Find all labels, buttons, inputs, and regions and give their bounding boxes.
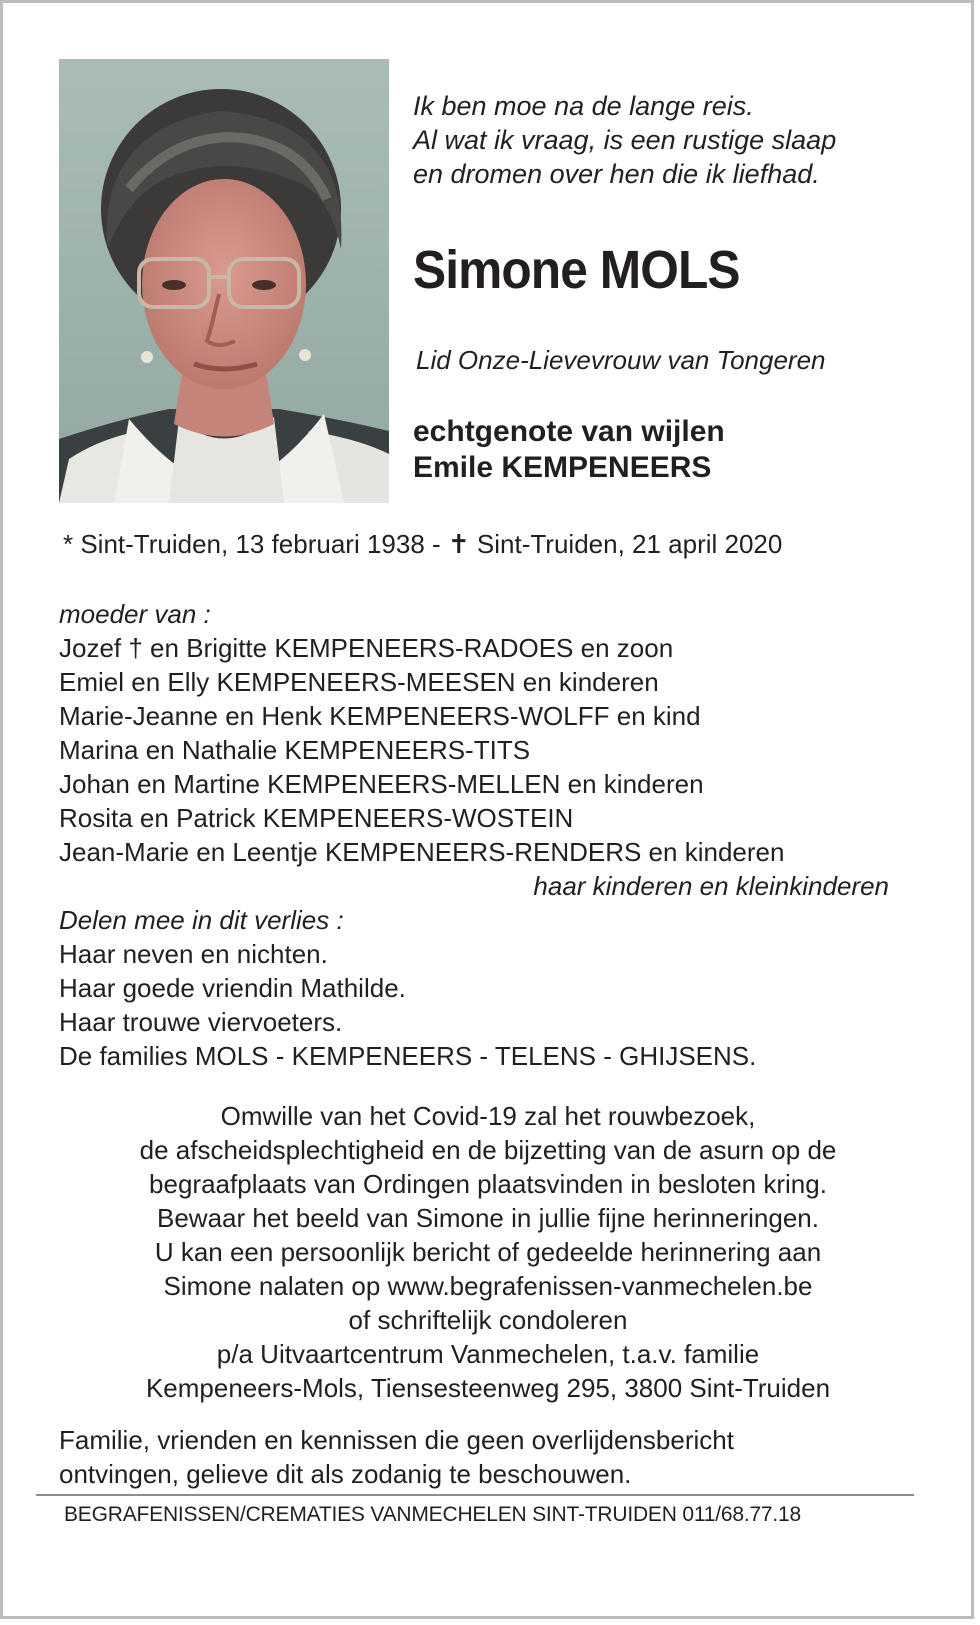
deceased-name: Simone MOLS	[413, 240, 740, 300]
birth-death-dates: * Sint-Truiden, 13 februari 1938 - ✝ Sint-Truiden, 21 april 2020	[63, 529, 783, 559]
poem-line: Ik ben moe na de lange reis.	[413, 91, 754, 121]
closing-line: ontvingen, gelieve dit als zodanig te beschouwen.	[59, 1459, 632, 1489]
portrait-illustration	[59, 59, 389, 503]
child-line: Rosita en Patrick KEMPENEERS-WOSTEIN	[59, 803, 574, 833]
spouse-line: Emile KEMPENEERS	[413, 451, 712, 484]
children-caption: haar kinderen en kleinkinderen	[533, 871, 889, 901]
share-line: Haar trouwe viervoeters.	[59, 1007, 343, 1037]
membership-line: Lid Onze-Lievevrouw van Tongeren	[416, 345, 826, 375]
child-line: Jean-Marie en Leentje KEMPENEERS-RENDERS en kinderen	[59, 837, 785, 867]
spouse-line: echtgenote van wijlen	[413, 415, 725, 448]
closing-line: Familie, vrienden en kennissen die geen overlijdensbericht	[59, 1425, 734, 1455]
notice-line: de afscheidsplechtigheid en de bijzetting van de asurn op de	[139, 1135, 837, 1165]
child-line: Johan en Martine KEMPENEERS-MELLEN en kinderen	[59, 769, 704, 799]
notice-line: of schriftelijk condoleren	[348, 1305, 628, 1335]
share-line: Haar goede vriendin Mathilde.	[59, 973, 406, 1003]
notice-line: Bewaar het beeld van Simone in jullie fijne herinneringen.	[157, 1203, 819, 1233]
notice-line: Kempeneers-Mols, Tiensesteenweg 295, 3800 Sint-Truiden	[145, 1373, 831, 1403]
share-line: De families MOLS - KEMPENEERS - TELENS - GHIJSENS.	[59, 1041, 757, 1071]
children-heading: moeder van :	[59, 599, 211, 629]
child-line: Marie-Jeanne en Henk KEMPENEERS-WOLFF en kind	[59, 701, 701, 731]
poem-line: en dromen over hen die ik liefhad.	[413, 159, 820, 189]
footer-divider	[36, 1494, 914, 1496]
child-line: Emiel en Elly KEMPENEERS-MEESEN en kinderen	[59, 667, 659, 697]
spouse-block	[413, 414, 725, 486]
child-line: Jozef † en Brigitte KEMPENEERS-RADOES en zoon	[59, 633, 674, 663]
closing-note	[59, 1423, 889, 1491]
portrait-photo	[59, 59, 389, 503]
poem	[413, 89, 933, 191]
funeral-home-footer: BEGRAFENISSEN/CREMATIES VANMECHELEN SINT-TRUIDEN 011/68.77.18	[64, 1503, 802, 1526]
share-list	[59, 903, 889, 1073]
notice-line: Omwille van het Covid-19 zal het rouwbezoek,	[220, 1101, 756, 1131]
notice-line: Simone nalaten op www.begrafenissen-vanmechelen.be	[163, 1271, 813, 1301]
notice-line: p/a Uitvaartcentrum Vanmechelen, t.a.v. familie	[216, 1339, 760, 1369]
children-list	[59, 597, 889, 903]
notice-line: U kan een persoonlijk bericht of gedeelde herinnering aan	[154, 1237, 822, 1267]
share-heading: Delen mee in dit verlies :	[59, 905, 344, 935]
covid-notice	[43, 1099, 933, 1405]
notice-line: begraafplaats van Ordingen plaatsvinden in besloten kring.	[149, 1169, 827, 1199]
child-line: Marina en Nathalie KEMPENEERS-TITS	[59, 735, 531, 765]
share-line: Haar neven en nichten.	[59, 939, 328, 969]
poem-line: Al wat ik vraag, is een rustige slaap	[413, 125, 837, 155]
